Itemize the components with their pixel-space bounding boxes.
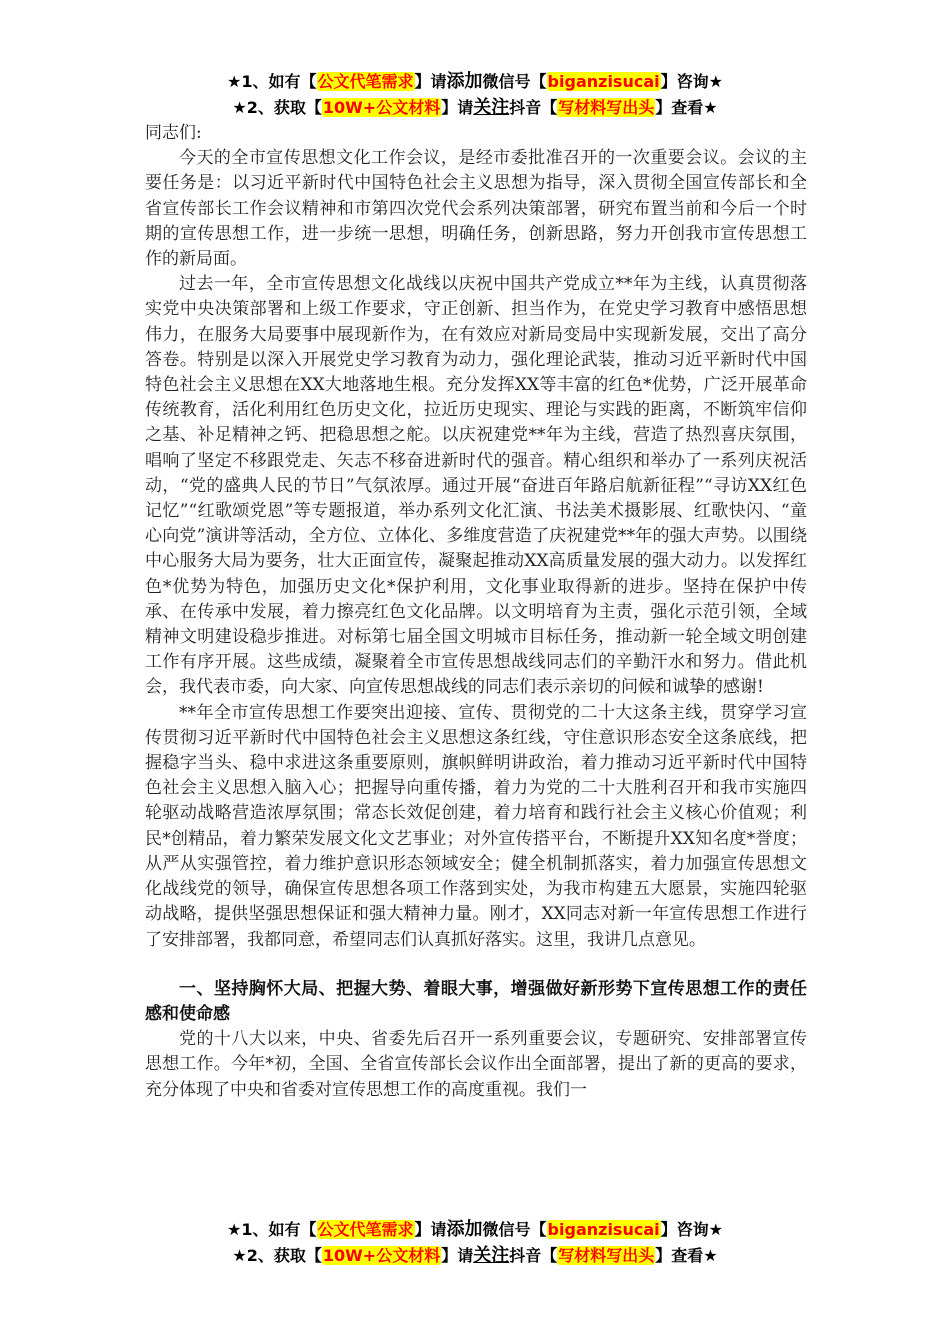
body-paragraph: 今天的全市宣传思想文化工作会议，是经市委批准召开的一次重要会议。会议的主要任务是：以习近平新时代中国特色社会主义思想为指导，深入贯彻全国宣传部长和全省宣传部长工作会议精神和市第四次党代会系列决策部署，研究布置当前和今后一个时期的宣传思想工作，进一步统一思想，明确任务，创新思路，努力开创我市宣传思想工作的新局面。 — [145, 148, 807, 270]
promo-banner-line2-bottom — [0, 1244, 950, 1268]
banner-text: ★2、获取【 — [232, 1246, 322, 1265]
promo-banner-line1-bottom — [0, 1218, 950, 1242]
document-body — [145, 121, 807, 1103]
banner-text: 】请 — [414, 72, 447, 91]
banner-highlight: biganzisucai — [547, 1220, 660, 1239]
banner-highlight: 写材料写出头 — [558, 98, 655, 117]
banner-text: 微信号【 — [482, 1220, 547, 1239]
banner-text: 】查看★ — [655, 1246, 718, 1265]
banner-text: ★1、如有【 — [227, 1220, 317, 1239]
banner-emphasis: 添加 — [446, 71, 483, 92]
banner-emphasis: 关注 — [473, 97, 510, 118]
paragraph-gap — [145, 953, 807, 977]
banner-text: ★1、如有【 — [227, 72, 317, 91]
section-heading: 一、坚持胸怀大局、把握大势、着眼大事，增强做好新形势下宣传思想工作的责任感和使命感 — [145, 978, 807, 1024]
banner-text: 】咨询★ — [660, 1220, 723, 1239]
banner-highlight: biganzisucai — [547, 72, 660, 91]
banner-highlight: 公文代笔需求 — [317, 1220, 414, 1239]
banner-text: 】请 — [414, 1220, 447, 1239]
greeting: 同志们: — [145, 123, 202, 143]
banner-highlight: 写材料写出头 — [558, 1246, 655, 1265]
banner-text: 微信号【 — [482, 72, 547, 91]
banner-highlight: 公文代笔需求 — [317, 72, 414, 91]
banner-text: 】查看★ — [655, 98, 718, 117]
banner-text: 抖音【 — [509, 98, 558, 117]
banner-highlight: 10W+公文材料 — [322, 1246, 441, 1265]
body-paragraph: 党的十八大以来，中央、省委先后召开一系列重要会议，专题研究、安排部署宣传思想工作。今年*初，全国、全省宣传部长会议作出全面部署，提出了新的更高的要求，充分体现了中央和省委对宣传思想工作的高度重视。我们一 — [145, 1029, 807, 1100]
promo-banner-line1-top — [0, 70, 950, 94]
banner-emphasis: 关注 — [473, 1245, 510, 1266]
promo-banner-line2-top — [0, 96, 950, 120]
banner-emphasis: 添加 — [446, 1219, 483, 1240]
banner-highlight: 10W+公文材料 — [322, 98, 441, 117]
banner-text: 抖音【 — [509, 1246, 558, 1265]
body-paragraph: **年全市宣传思想工作要突出迎接、宣传、贯彻党的二十大这条主线，贯穿学习宣传贯彻习近平新时代中国特色社会主义思想这条红线，守住意识形态安全这条底线，把握稳字当头、稳中求进这条重要原则，旗帜鲜明讲政治，着力推动习近平新时代中国特色社会主义思想入脑入心；把握导向重传播，着力为党的二十大胜利召开和我市实施四轮驱动战略营造浓厚氛围；常态长效促创建，着力培育和践行社会主义核心价值观；利民*创精品，着力繁荣发展文化文艺事业；对外宣传搭平台，不断提升XX知名度*誉度；从严从实强管控，着力维护意识形态领域安全；健全机制抓落实，着力加强宣传思想文化战线党的领导，确保宣传思想各项工作落到实处，为我市构建五大愿景，实施四轮驱动战略，提供坚强思想保证和强大精神力量。刚才，XX同志对新一年宣传思想工作进行了安排部署，我都同意，希望同志们认真抓好落实。这里，我讲几点意见。 — [145, 702, 807, 950]
banner-text: ★2、获取【 — [232, 98, 322, 117]
banner-text: 】请 — [441, 98, 474, 117]
banner-text: 】请 — [441, 1246, 474, 1265]
body-paragraph: 过去一年，全市宣传思想文化战线以庆祝中国共产党成立**年为主线，认真贯彻落实党中央决策部署和上级工作要求，守正创新、担当作为，在党史学习教育中感悟思想伟力，在服务大局要事中展现新作为，在有效应对新局变局中实现新发展，交出了高分答卷。特别是以深入开展党史学习教育为动力，强化理论武装，推动习近平新时代中国特色社会主义思想在XX大地落地生根。充分发挥XX等丰富的红色*优势，广泛开展革命传统教育，活化利用红色历史文化，拉近历史现实、理论与实践的距离，不断筑牢信仰之基、补足精神之钙、把稳思想之舵。以庆祝建党**年为主线，营造了热烈喜庆氛围，唱响了坚定不移跟党走、矢志不移奋进新时代的强音。精心组织和举办了一系列庆祝活动，“党的盛典人民的节日”气氛浓厚。通过开展“奋进百年路启航新征程”“寻访XX红色记忆”“红歌颂党恩”等专题报道，举办系列文化汇演、书法美术摄影展、红歌快闪、“童心向党”演讲等活动，全方位、立体化、多维度营造了庆祝建党**年的强大声势。以围绕中心服务大局为要务，壮大正面宣传，凝聚起推动XX高质量发展的强大动力。以发挥红色*优势为特色，加强历史文化*保护利用，文化事业取得新的进步。坚持在保护中传承、在传承中发展，着力擦亮红色文化品牌。以文明培育为主责，强化示范引领，全域精神文明建设稳步推进。对标第七届全国文明城市目标任务，推动新一轮全域文明创建工作有序开展。这些成绩，凝聚着全市宣传思想战线同志们的辛勤汗水和努力。借此机会，我代表市委，向大家、向宣传思想战线的同志们表示亲切的问候和诚挚的感谢! — [145, 274, 807, 698]
banner-text: 】咨询★ — [660, 72, 723, 91]
